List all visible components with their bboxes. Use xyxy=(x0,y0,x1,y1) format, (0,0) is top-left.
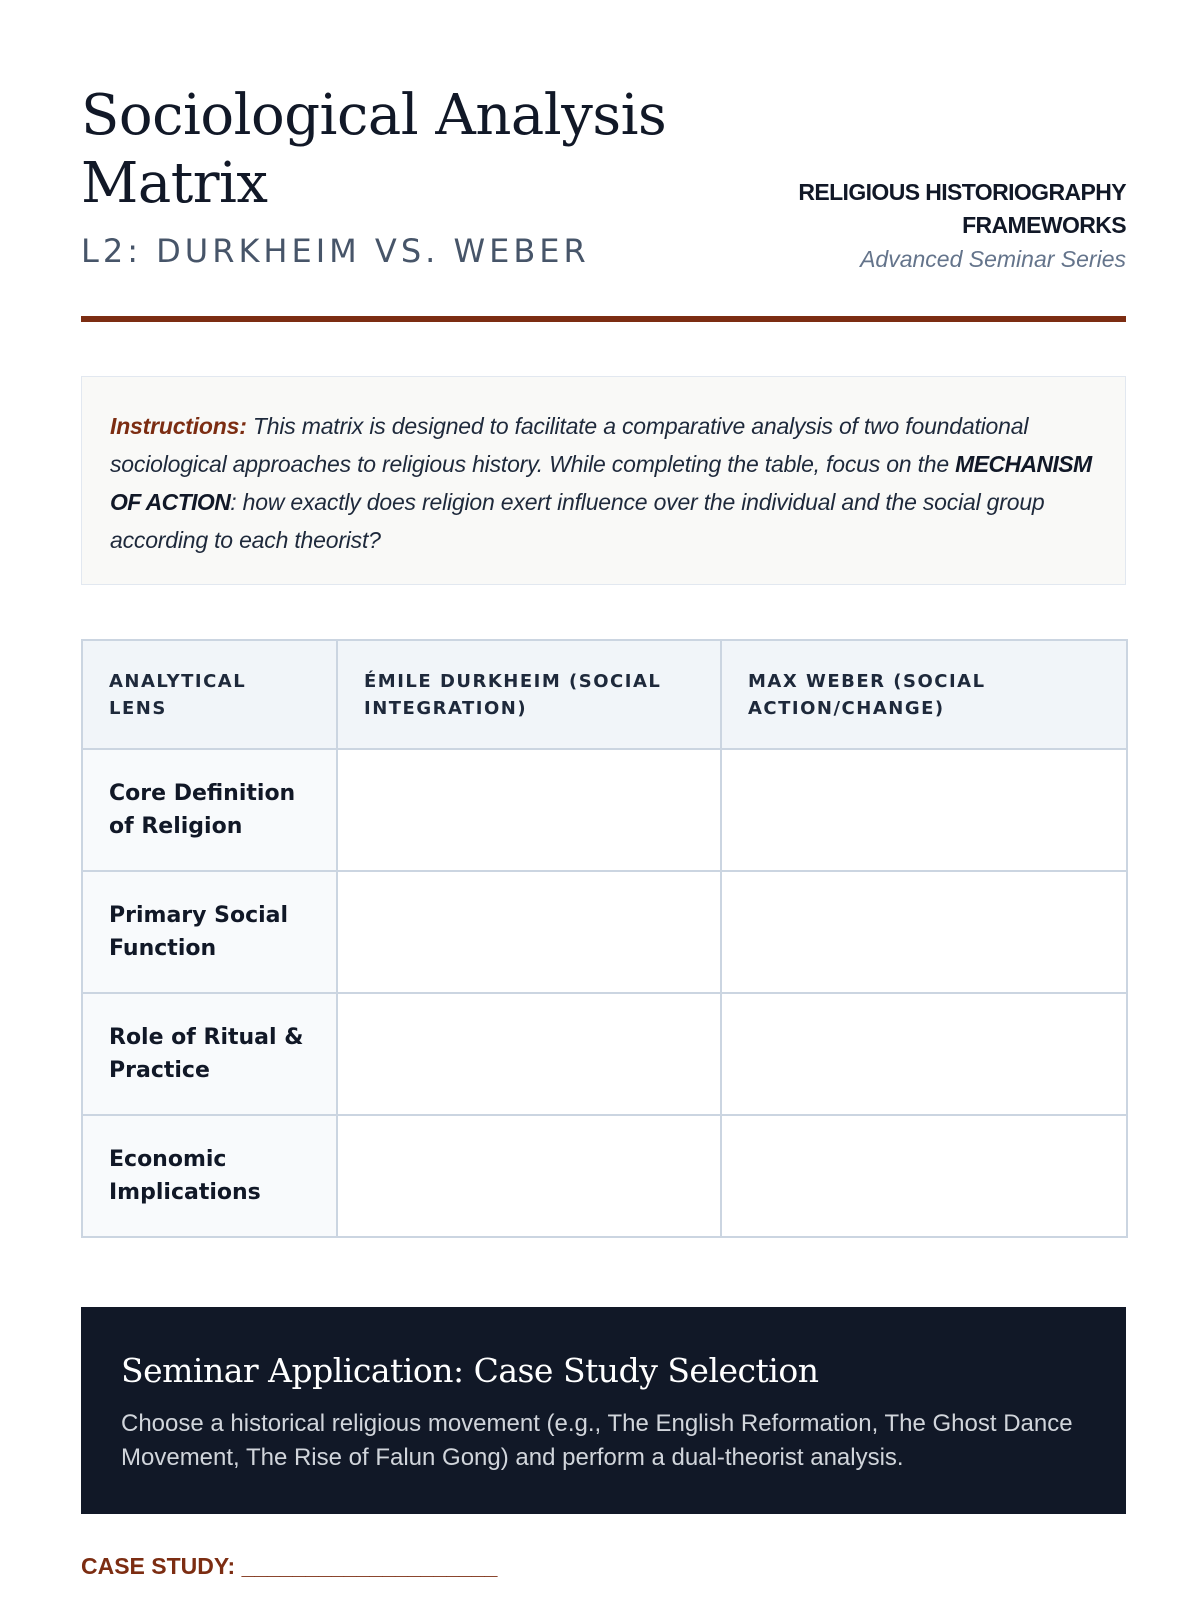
seminar-title: Seminar Application: Case Study Selection xyxy=(121,1351,819,1390)
weber-response-cell[interactable] xyxy=(721,749,1127,871)
instructions-text-after: : how exactly does religion exert influence over the individual and the social group according to each theorist? xyxy=(110,489,1045,553)
instructions-emphasis: MECHANISM OF ACTION xyxy=(110,451,1092,515)
page-subtitle: L2: DURKHEIM VS. WEBER xyxy=(81,232,590,270)
series-subtitle: Advanced Seminar Series xyxy=(860,246,1126,272)
worksheet-page xyxy=(81,0,1126,1579)
header-divider xyxy=(81,316,1126,322)
table-row xyxy=(82,871,1127,993)
page-title: Sociological Analysis Matrix xyxy=(81,83,667,216)
lens-label: Role of Ritual & Practice xyxy=(82,993,337,1115)
durkheim-response-cell[interactable] xyxy=(337,749,721,871)
series-info xyxy=(786,176,1126,276)
weber-response-cell[interactable] xyxy=(721,1115,1127,1237)
instructions-box xyxy=(81,376,1126,585)
seminar-description: Choose a historical religious movement (e.g., The English Reformation, The Ghost Dance Movement, The Rise of Falun Gong) and perform a dual-theorist analysis. xyxy=(121,1410,1073,1471)
analysis-matrix xyxy=(81,639,1128,1238)
header-analytical-lens: ANALYTICAL LENS xyxy=(82,640,337,749)
durkheim-response-cell[interactable] xyxy=(337,871,721,993)
instructions-label: Instructions: xyxy=(110,413,247,439)
lens-label: Primary Social Function xyxy=(82,871,337,993)
table-row xyxy=(82,1115,1127,1237)
header-weber: MAX WEBER (SOCIAL ACTION/CHANGE) xyxy=(721,640,1127,749)
series-name: RELIGIOUS HISTORIOGRAPHY FRAMEWORKS xyxy=(798,179,1126,238)
table-row xyxy=(82,749,1127,871)
matrix-header-row xyxy=(82,640,1127,749)
instructions-text: This matrix is designed to facilitate a comparative analysis of two foundational sociological approaches to religious history. While completing the table, focus on the xyxy=(110,413,1029,477)
table-row xyxy=(82,993,1127,1115)
lens-label: Economic Implications xyxy=(82,1115,337,1237)
weber-response-cell[interactable] xyxy=(721,993,1127,1115)
durkheim-response-cell[interactable] xyxy=(337,1115,721,1237)
weber-response-cell[interactable] xyxy=(721,871,1127,993)
header-durkheim: ÉMILE DURKHEIM (SOCIAL INTEGRATION) xyxy=(337,640,721,749)
page-header xyxy=(81,0,1126,322)
durkheim-response-cell[interactable] xyxy=(337,993,721,1115)
case-study-field[interactable]: CASE STUDY: ____________________ xyxy=(81,1553,498,1579)
seminar-application-box xyxy=(81,1307,1126,1514)
lens-label: Core Definition of Religion xyxy=(82,749,337,871)
